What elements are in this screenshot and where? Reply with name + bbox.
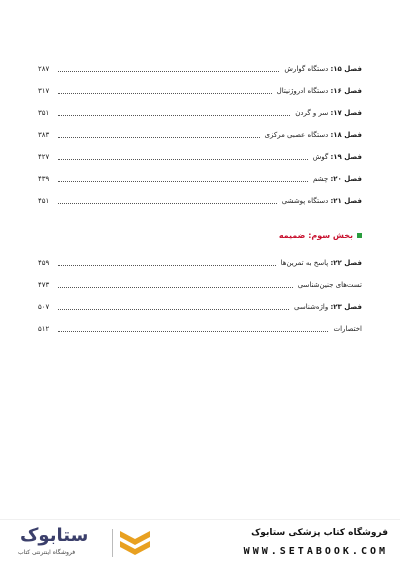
dot-leader — [58, 180, 308, 182]
toc-entry[interactable] — [38, 102, 362, 124]
toc-entry-label — [310, 175, 362, 183]
dot-leader — [58, 70, 279, 72]
page-number: ۲۸۷ — [38, 65, 50, 73]
dot-leader — [58, 330, 328, 332]
page-number: ۳۸۳ — [38, 131, 50, 139]
toc-entry[interactable] — [38, 190, 362, 212]
footer-banner — [0, 519, 400, 566]
table-of-contents — [38, 58, 362, 340]
toc-entry-label — [330, 325, 362, 333]
dot-leader — [58, 136, 260, 138]
shop-name: فروشگاه کتاب پزشکی ستابوک — [251, 528, 388, 538]
dot-leader — [58, 308, 289, 310]
chapter-number: فصل ۱۸: — [330, 131, 362, 139]
toc-entry[interactable] — [38, 252, 362, 274]
toc-entry-label — [292, 109, 362, 117]
logo-subtitle: فروشگاه اینترنتی کتاب — [18, 549, 76, 556]
page-number: ۴۷۳ — [38, 281, 50, 289]
chapter-title: چشم — [313, 175, 329, 183]
chapter-title: سر و گردن — [295, 109, 329, 117]
dot-leader — [58, 114, 290, 116]
section-heading — [38, 224, 362, 246]
logo-wordmark: ستابوک — [20, 525, 89, 546]
chapter-number: فصل ۱۶: — [330, 87, 362, 95]
chapter-title: دستگاه ادروژنیتال — [276, 87, 329, 95]
toc-entry-label — [281, 65, 362, 73]
dot-leader — [58, 202, 277, 204]
chapter-number: فصل ۲۲: — [330, 259, 362, 267]
toc-entry[interactable] — [38, 274, 362, 296]
chapter-title: دستگاه عصبی مرکزی — [264, 131, 329, 139]
page-number: ۵۱۲ — [38, 325, 50, 333]
toc-entry[interactable] — [38, 168, 362, 190]
chapter-title: واژه‌شناسی — [294, 303, 329, 311]
site-url[interactable]: WWW.SETABOOK.COM — [243, 546, 388, 557]
dot-leader — [58, 286, 293, 288]
dot-leader — [58, 92, 272, 94]
toc-part-1 — [38, 58, 362, 212]
page-number: ۴۲۷ — [38, 153, 50, 161]
toc-entry-label — [291, 303, 362, 311]
chapter-title: دستگاه پوششی — [281, 197, 329, 205]
page-number: ۳۵۱ — [38, 109, 50, 117]
toc-entry-label — [310, 153, 362, 161]
chapter-title: دستگاه گوارش — [284, 65, 329, 73]
chapter-number: فصل ۲۳: — [330, 303, 362, 311]
dot-leader — [58, 264, 276, 266]
logo-divider — [112, 529, 113, 557]
toc-entry-label — [279, 197, 362, 205]
toc-entry[interactable] — [38, 80, 362, 102]
page-number: ۴۵۱ — [38, 197, 50, 205]
toc-entry-label — [278, 259, 362, 267]
page-number: ۵۰۷ — [38, 303, 50, 311]
toc-entry-label — [274, 87, 362, 95]
toc-entry[interactable] — [38, 124, 362, 146]
toc-entry-label — [262, 131, 362, 139]
chapter-title: پاسخ به تمرین‌ها — [280, 259, 329, 267]
toc-entry[interactable] — [38, 146, 362, 168]
chapter-number: فصل ۲۱: — [330, 197, 362, 205]
page-number: ۴۳۹ — [38, 175, 50, 183]
page-number: ۴۵۹ — [38, 259, 50, 267]
chapter-title: تست‌های جنین‌شناسی — [297, 281, 362, 289]
section-title: بخش سوم: ضمیمه — [278, 230, 353, 240]
logo — [10, 525, 160, 561]
chapter-title: اختصارات — [333, 325, 362, 333]
toc-entry[interactable] — [38, 296, 362, 318]
section-square-icon — [357, 233, 362, 238]
chapter-number: فصل ۱۹: — [330, 153, 362, 161]
dot-leader — [58, 158, 308, 160]
chapter-number: فصل ۱۵: — [330, 65, 362, 73]
page-number: ۳۱۷ — [38, 87, 50, 95]
toc-entry[interactable] — [38, 318, 362, 340]
toc-part-2 — [38, 252, 362, 340]
chapter-number: فصل ۲۰: — [330, 175, 362, 183]
chapter-number: فصل ۱۷: — [330, 109, 362, 117]
book-logo-icon — [118, 527, 152, 559]
chapter-title: گوش — [312, 153, 329, 161]
toc-entry-label — [295, 281, 362, 289]
toc-entry[interactable] — [38, 58, 362, 80]
